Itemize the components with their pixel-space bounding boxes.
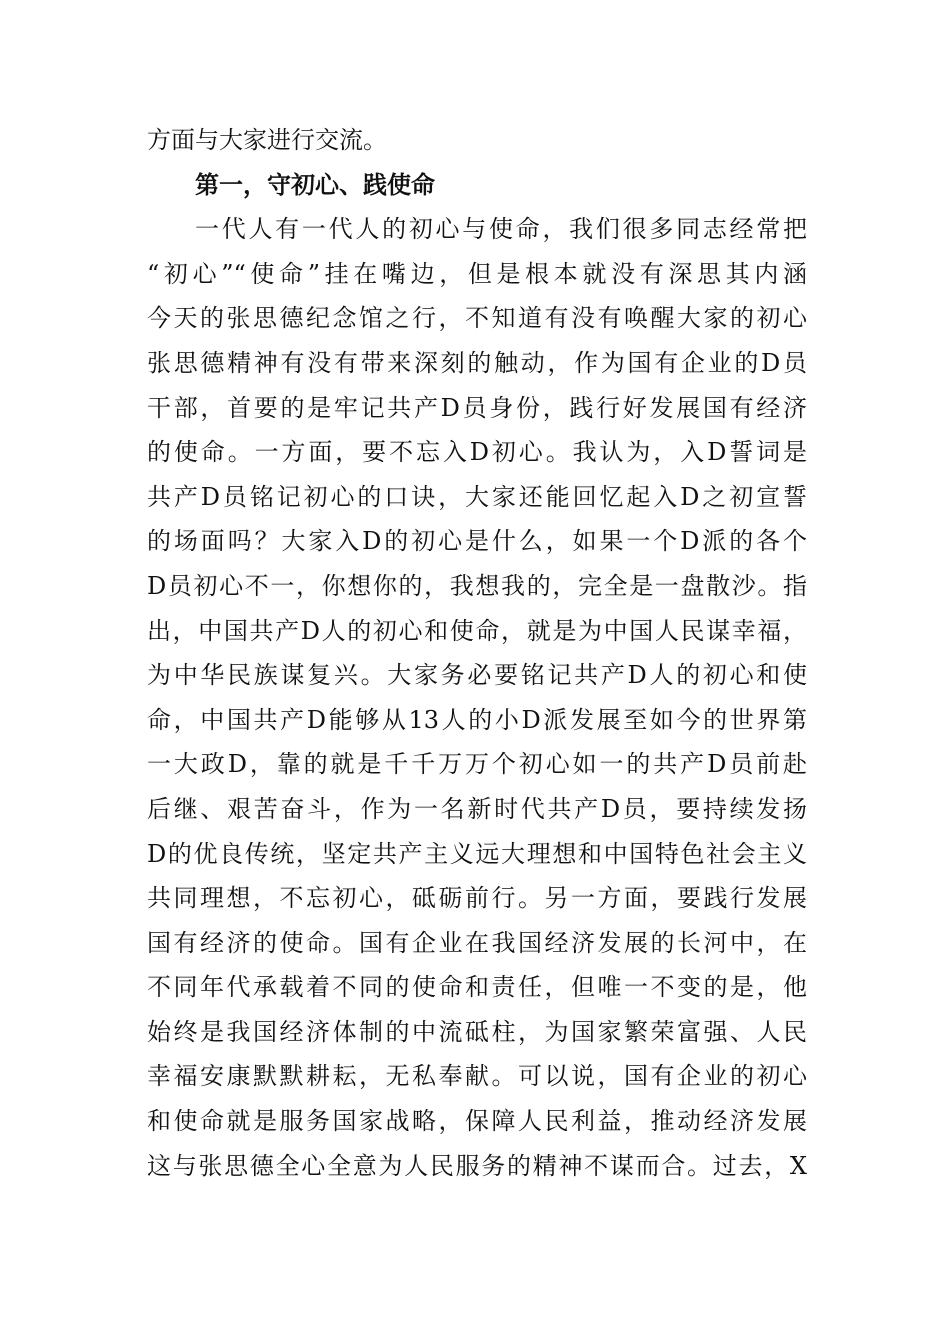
text-line: 出，中国共产D人的初心和使命，就是为中国人民谋幸福， — [147, 616, 807, 645]
text-line: 始终是我国经济体制的中流砥柱，为国家繁荣富强、人民 — [147, 1017, 807, 1046]
text-line: 方面与大家进行交流。 — [147, 126, 387, 154]
section-heading: 第一，守初心、践使命 — [195, 170, 435, 199]
text-line: 和使命就是服务国家战略，保障人民利益，推动经济发展 — [147, 1107, 807, 1136]
text-line: 的使命。一方面，要不忘入D初心。我认为，入D誓词是 — [147, 438, 807, 467]
text-line: D的优良传统，坚定共产主义远大理想和中国特色社会主义 — [147, 839, 807, 868]
document-body — [147, 118, 807, 1188]
text-line: 幸福安康默默耕耘，无私奉献。可以说，国有企业的初心 — [147, 1062, 807, 1091]
text-line: “初心”“使命”挂在嘴边，但是根本就没有深思其内涵 — [147, 259, 807, 288]
text-line: 这与张思德全心全意为人民服务的精神不谋而合。过去，X — [147, 1151, 807, 1180]
text-line: D员初心不一，你想你的，我想我的，完全是一盘散沙。指 — [147, 571, 807, 600]
text-line: 后继、艰苦奋斗，作为一名新时代共产D员，要持续发扬 — [147, 794, 807, 823]
text-line: 共同理想，不忘初心，砥砺前行。另一方面，要践行发展 — [147, 884, 807, 913]
text-line: 国有经济的使命。国有企业在我国经济发展的长河中，在 — [147, 928, 807, 957]
text-line: 不同年代承载着不同的使命和责任，但唯一不变的是，他 — [147, 973, 807, 1002]
text-line: 今天的张思德纪念馆之行，不知道有没有唤醒大家的初心 — [147, 304, 807, 333]
text-line: 一大政D，靠的就是千千万万个初心如一的共产D员前赴 — [147, 750, 807, 779]
text-line: 共产D员铭记初心的口诀，大家还能回忆起入D之初宣誓 — [147, 482, 807, 511]
text-line: 一代人有一代人的初心与使命，我们很多同志经常把 — [195, 215, 807, 244]
text-line: 的场面吗？大家入D的初心是什么，如果一个D派的各个 — [147, 527, 807, 556]
text-line: 命，中国共产D能够从13人的小D派发展至如今的世界第 — [147, 705, 807, 734]
text-line: 干部，首要的是牢记共产D员身份，践行好发展国有经济 — [147, 393, 807, 422]
text-line: 为中华民族谋复兴。大家务必要铭记共产D人的初心和使 — [147, 661, 807, 690]
text-line: 张思德精神有没有带来深刻的触动，作为国有企业的D员 — [147, 348, 807, 377]
